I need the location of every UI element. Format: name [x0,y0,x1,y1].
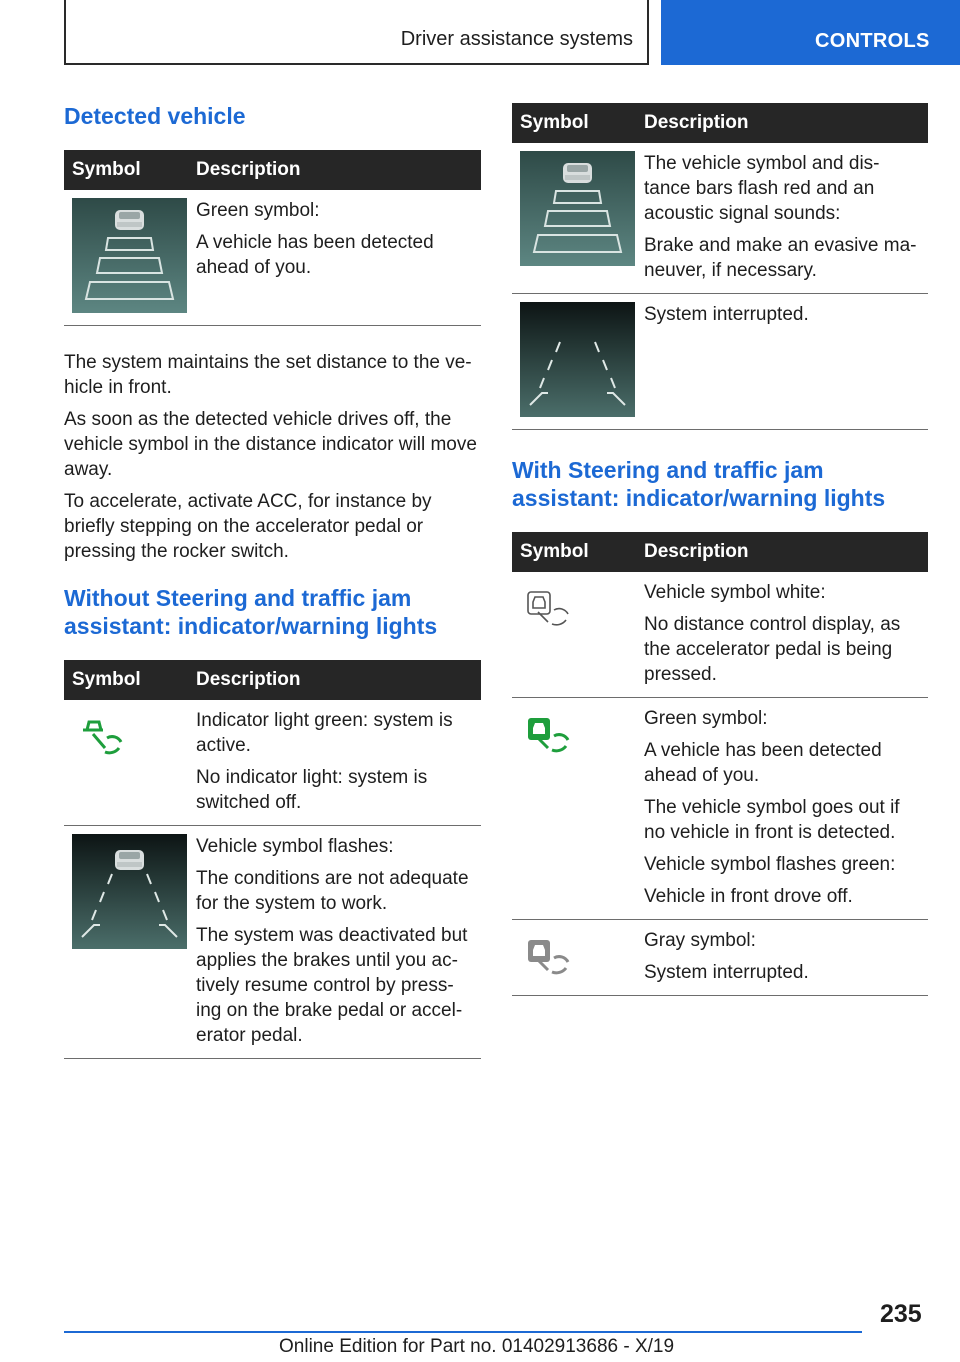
description-line: Green symbol: [196,200,320,221]
col-header-symbol: Symbol [64,150,188,190]
description-line: No distance control display, as the accelerator pedal is being pressed. [644,614,901,685]
distance-display-green-vehicle-icon [72,198,187,313]
symbol-cell [512,294,636,430]
table-row [64,700,481,826]
col-header-description: Description [636,103,928,143]
paragraph: As soon as the detected vehicle drives off, the vehicle symbol in the distance indicator will move away. [64,409,477,480]
description-line: Vehicle symbol flashes green: [644,854,896,875]
description-cell [636,920,928,996]
table-header-row [64,660,481,700]
page-number: 235 [880,1300,922,1328]
header-chapter-label: CONTROLS [815,30,930,52]
right-column [512,103,928,996]
col-header-symbol: Symbol [64,660,188,700]
description-line: The system was deactivated but applies the brakes until you ac-tively resume control by press-ing on the brake pedal or accel-erator pedal. [196,925,468,1046]
vehicle-symbol-green-icon [520,714,576,754]
description-line: System interrupted. [644,962,809,983]
description-cell [188,190,481,326]
description-cell [636,698,928,920]
description-cell [636,143,928,294]
symbol-cell [64,190,188,326]
description-cell [188,700,481,826]
table-with-steering [512,532,928,996]
footer-divider [64,1331,862,1333]
header-chapter-tab[interactable] [661,0,960,65]
symbol-cell [512,572,636,698]
distance-display-red-warning-icon [520,151,635,266]
table-row [512,920,928,996]
col-header-description: Description [188,150,481,190]
description-cell [636,572,928,698]
table-without-steering [64,660,481,1059]
description-line: System interrupted. [644,304,809,325]
table-header-row [512,532,928,572]
table-row [64,826,481,1059]
heading-without-steering: Without Steering and traffic jam assistant: indicator/warning lights [64,585,438,639]
description-line: The vehicle symbol and dis-tance bars flash red and an acoustic signal sounds: [644,153,880,224]
table-warnings [512,103,928,430]
col-header-description: Description [636,532,928,572]
heading-with-steering: With Steering and traffic jam assistant: indicator/warning lights [512,457,886,511]
table-header-row [64,150,481,190]
table-row [512,294,928,430]
vehicle-symbol-gray-icon [520,936,576,976]
col-header-description: Description [188,660,481,700]
description-line: A vehicle has been detected ahead of you. [196,232,434,278]
vehicle-symbol-white-icon [520,588,576,628]
distance-display-flashing-vehicle-icon [72,834,187,949]
symbol-cell [64,826,188,1059]
description-line: No indicator light: system is switched off. [196,767,428,813]
header-section-title: Driver assistance systems [400,28,633,50]
symbol-cell [64,700,188,826]
col-header-symbol: Symbol [512,532,636,572]
paragraph: To accelerate, activate ACC, for instance by briefly stepping on the accelerator pedal or pressing the rocker switch. [64,491,432,562]
description-line: Vehicle symbol white: [644,582,826,603]
table-detected-vehicle [64,150,481,326]
symbol-cell [512,920,636,996]
description-line: A vehicle has been detected ahead of you. [644,740,882,786]
description-line: Vehicle in front drove off. [644,886,853,907]
table-row [512,698,928,920]
distance-display-interrupted-icon [520,302,635,417]
description-line: Gray symbol: [644,930,756,951]
description-line: Green symbol: [644,708,768,729]
description-cell [188,826,481,1059]
acc-indicator-green-icon [72,716,134,756]
table-row [512,143,928,294]
table-header-row [512,103,928,143]
description-line: Brake and make an evasive ma-neuver, if necessary. [644,235,917,281]
left-column [64,102,481,1059]
header-section-box [64,0,649,65]
description-line: The conditions are not adequate for the system to work. [196,868,469,914]
heading-detected-vehicle: Detected vehicle [64,103,246,129]
symbol-cell [512,698,636,920]
description-line: Vehicle symbol flashes: [196,836,394,857]
description-cell [636,294,928,430]
col-header-symbol: Symbol [512,103,636,143]
table-row [512,572,928,698]
footer-edition: Online Edition for Part no. 01402913686 - X/19 [279,1336,675,1357]
description-line: Indicator light green: system is active. [196,710,453,756]
symbol-cell [512,143,636,294]
paragraph: The system maintains the set distance to the ve-hicle in front. [64,352,472,398]
table-row [64,190,481,326]
description-line: The vehicle symbol goes out if no vehicle in front is detected. [644,797,900,843]
